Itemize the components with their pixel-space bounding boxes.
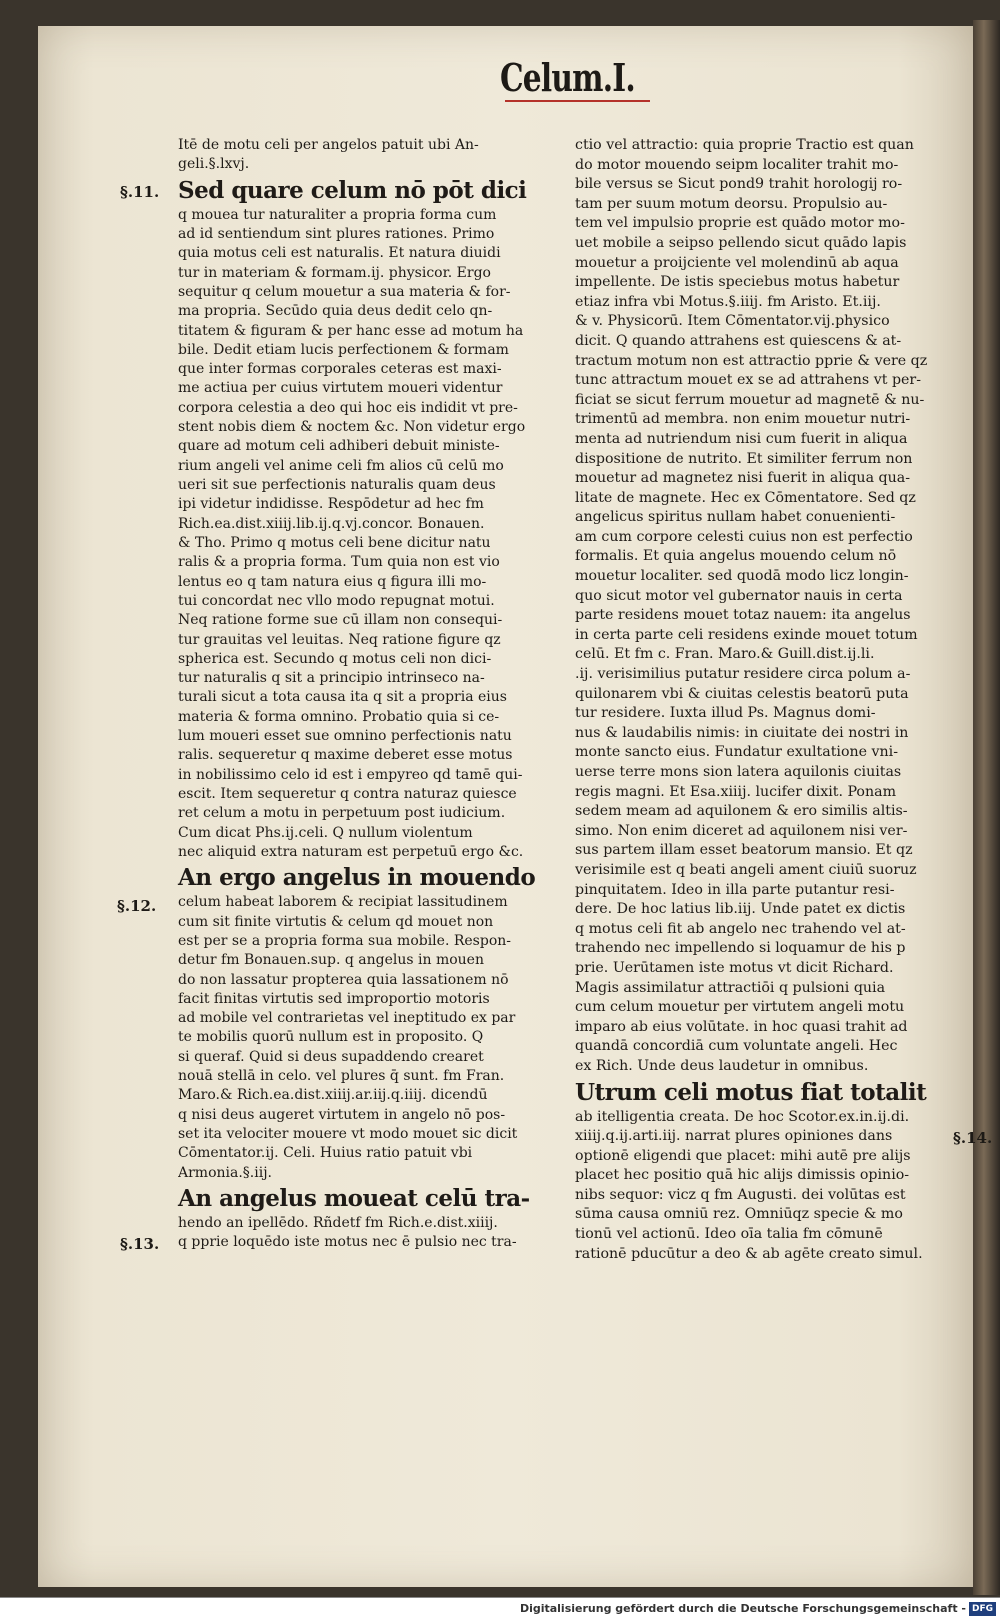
text-line: tunc attractum mouet ex se ad attrahens vt per- bbox=[575, 372, 922, 389]
text-line: lentus eo q tam natura eius q figura illi mo- bbox=[178, 573, 487, 590]
text-line: bile versus se Sicut pond9 trahit horologij ro- bbox=[575, 176, 903, 193]
text-line: in nobilissimo celo id est i empyreo qd tamē qui- bbox=[178, 766, 523, 783]
text-line: ex Rich. Unde deus laudetur in omnibus. bbox=[575, 1057, 869, 1074]
text-line: do non lassatur propterea quia lassationem nō bbox=[178, 971, 509, 988]
text-line: cum sit finite virtutis & celum qd mouet non bbox=[178, 913, 494, 930]
text-line: tur residere. Iuxta illud Ps. Magnus domi- bbox=[575, 705, 876, 722]
text-line: Neq ratione forme sue cū illam non consequi- bbox=[178, 612, 503, 629]
text-line: titatem & figuram & per hanc esse ad motum ha bbox=[178, 322, 524, 339]
text-line: mouetur ad magnetez nisi fuerit in aliqua qua- bbox=[575, 470, 911, 487]
text-line: celū. Et fm c. Fran. Maro.& Guill.dist.ij.li. bbox=[575, 646, 875, 663]
text-line: corpora celestia a deo qui hoc eis indidit vt pre- bbox=[178, 399, 518, 416]
text-line: parte residens mouet totaz nauem: ita angelus bbox=[575, 607, 911, 624]
section-heading: Sed quare celum nō pōt dici bbox=[178, 176, 527, 204]
text-line: ma propria. Secūdo quia deus dedit celo qn- bbox=[178, 303, 493, 320]
text-line: imparo ab eius volūtate. in hoc quasi trahit ad bbox=[575, 1018, 908, 1035]
section-heading: An ergo angelus in mouendo bbox=[178, 864, 536, 892]
text-line: trahendo nec impellendo si loquamur de his p bbox=[575, 940, 906, 957]
paragraph bbox=[178, 893, 553, 1183]
text-line: quare ad motum celi adhiberi debuit ministe- bbox=[178, 438, 500, 455]
text-line: tionū vel actionū. Ideo oīa talia fm cōmunē bbox=[575, 1226, 883, 1243]
text-line: Rich.ea.dist.xiiij.lib.ij.q.vj.concor. Bonauen. bbox=[178, 515, 485, 532]
text-line: spherica est. Secundo q motus celi non dici- bbox=[178, 650, 492, 667]
text-line: hendo an ipellēdo. Rñdetf fm Rich.e.dist.xiiij. bbox=[178, 1214, 498, 1231]
text-line: Armonia.§.iij. bbox=[178, 1164, 272, 1181]
text-line: pinquitatem. Ideo in illa parte putantur resi- bbox=[575, 881, 895, 898]
running-head-underline bbox=[505, 100, 650, 102]
text-line: uet mobile a seipso pellendo sicut quādo lapis bbox=[575, 234, 907, 251]
text-line: nibs sequor: vicz q fm Augusti. dei volūtas est bbox=[575, 1186, 906, 1203]
text-line: tur naturalis q sit a principio intrinseco na- bbox=[178, 670, 485, 687]
text-line: angelicus spiritus nullam habet conuenienti- bbox=[575, 509, 896, 526]
text-line: est per se a propria forma sua mobile. Respon- bbox=[178, 932, 511, 949]
text-line: que inter formas corporales ceteras est maxi- bbox=[178, 361, 502, 378]
text-line: escit. Item sequeretur q contra naturaz quiesce bbox=[178, 786, 517, 802]
text-line: placet hec positio quā hic alijs dimissis opinio- bbox=[575, 1167, 910, 1184]
text-line: in certa parte celi residens exinde mouet totum bbox=[575, 626, 918, 643]
text-line: facit finitas virtutis sed improportio motoris bbox=[178, 990, 490, 1007]
footer-credit: Digitalisierung gefördert durch die Deutsche Forschungsgemeinschaft - bbox=[519, 1602, 966, 1615]
text-line: xiiij.q.ij.arti.iij. narrat plures opiniones dans bbox=[575, 1128, 893, 1145]
text-line: trimentū ad membra. non enim mouetur nutri- bbox=[575, 411, 911, 428]
text-line: te mobilis quorū nullum est in proposito. Q bbox=[178, 1029, 484, 1046]
text-line: ueri sit sue perfectionis naturalis quam deus bbox=[178, 477, 496, 493]
text-line: mouetur localiter. sed quodā modo licz longin- bbox=[575, 568, 909, 585]
text-line: tur in materiam & formam.ij. physicor. Ergo bbox=[178, 264, 491, 281]
text-line: formalis. Et quia angelus mouendo celum nō bbox=[575, 548, 897, 565]
text-line: sedem meam ad aquilonem & ero similis altis- bbox=[575, 803, 908, 820]
text-line: ad mobile vel contrarietas vel ineptitudo ex par bbox=[178, 1010, 516, 1027]
text-line: impellente. De istis speciebus motus habetur bbox=[575, 274, 900, 291]
text-line: stent nobis diem & noctem &c. Non videtur ergo bbox=[178, 419, 526, 436]
text-line: .ij. verisimilius putatur residere circa polum a- bbox=[575, 666, 911, 683]
text-line: nouā stellā in celo. vel plures q̄ sunt. fm Fran. bbox=[178, 1068, 505, 1085]
text-line: monte sancto eius. Fundatur exultatione vni- bbox=[575, 744, 899, 761]
text-line: simo. Non enim diceret ad aquilonem nisi ver- bbox=[575, 822, 908, 839]
text-line: Magis assimilatur attractiōi q pulsioni quia bbox=[575, 979, 886, 996]
text-line: & v. Physicorū. Item Cōmentator.vij.physico bbox=[575, 313, 890, 330]
text-line: celum habeat laborem & recipiat lassitudinem bbox=[178, 894, 508, 911]
text-line: mouetur a proijciente vel molendinū ab aqua bbox=[575, 254, 899, 271]
text-line: do motor mouendo seipm localiter trahit mo- bbox=[575, 156, 899, 173]
text-line: tur grauitas vel leuitas. Neq ratione figure qz bbox=[178, 631, 501, 648]
text-line: turali sicut a tota causa ita q sit a propria eius bbox=[178, 689, 507, 706]
text-line: q nisi deus augeret virtutem in angelo nō pos- bbox=[178, 1106, 506, 1123]
text-line: materia & forma omnino. Probatio quia si ce- bbox=[178, 708, 500, 725]
text-line: rium angeli vel anime celi fm alios cū celū mo bbox=[178, 457, 504, 474]
text-line: quilonarem vbi & ciuitas celestis beatorū puta bbox=[575, 685, 909, 702]
text-line: prie. Uerūtamen iste motus vt dicit Richard. bbox=[575, 959, 894, 976]
text-line: optionē eligendi que placet: mihi autē pre alijs bbox=[575, 1147, 911, 1164]
text-line: set ita velociter mouere vt modo mouet sic dicit bbox=[178, 1126, 518, 1142]
text-line: bile. Dedit etiam lucis perfectionem & formam bbox=[178, 341, 509, 358]
text-line: sequitur q celum mouetur a sua materia & for- bbox=[178, 283, 511, 300]
text-line: ad id sentiendum sint plures rationes. Primo bbox=[178, 225, 495, 242]
text-line: sūma causa omniū rez. Omniūqz specie & mo bbox=[575, 1206, 903, 1223]
text-line: dispositione de nutrito. Et similiter ferrum non bbox=[575, 450, 913, 467]
text-line: ret celum a motu in perpetuum post iudicium. bbox=[178, 805, 506, 822]
left-text-column bbox=[178, 136, 553, 1253]
right-text-column bbox=[575, 136, 940, 1264]
paragraph bbox=[178, 206, 553, 863]
text-line: ralis. sequeretur q maxime deberet esse motus bbox=[178, 747, 513, 764]
text-line: Cōmentator.ij. Celi. Huius ratio patuit vbi bbox=[178, 1145, 473, 1162]
marginal-ref-13: §.13. bbox=[120, 1235, 160, 1253]
text-line: me actiua per cuius virtutem moueri videntur bbox=[178, 380, 503, 397]
paragraph bbox=[178, 136, 553, 175]
text-line: ctio vel attractio: quia proprie Tractio est quan bbox=[575, 137, 914, 153]
section-heading: An angelus moueat celū tra- bbox=[178, 1184, 530, 1212]
text-line: tractum motum non est attractio pprie & vere qz bbox=[575, 352, 928, 369]
section-heading: Utrum celi motus fiat totalit bbox=[575, 1078, 927, 1106]
text-line: Itē de motu celi per angelos patuit ubi An- bbox=[178, 137, 479, 153]
text-line: quo sicut motor vel gubernator nauis in certa bbox=[575, 587, 903, 604]
text-line: ipi videtur indidisse. Respōdetur ad hec fm bbox=[178, 496, 484, 513]
text-line: dere. De hoc latius lib.iij. Unde patet ex dictis bbox=[575, 901, 906, 918]
text-line: nec aliquid extra naturam est perpetuū ergo &c. bbox=[178, 843, 524, 860]
text-line: lum moueri esset sue omnino perfectionis natu bbox=[178, 728, 512, 745]
text-line: menta ad nutriendum nisi cum fuerit in aliqua bbox=[575, 430, 908, 447]
book-edge bbox=[973, 20, 1000, 1595]
text-line: si queraf. Quid si deus supaddendo crearet bbox=[178, 1048, 484, 1065]
text-line: litate de magnete. Hec ex Cōmentatore. Sed qz bbox=[575, 489, 916, 506]
text-line: ab itelligentia creata. De hoc Scotor.ex.in.ij.di. bbox=[575, 1108, 910, 1125]
running-head: Celum.I. bbox=[500, 55, 635, 100]
text-line: Cum dicat Phs.ij.celi. Q nullum violentum bbox=[178, 824, 473, 841]
text-line: am cum corpore celesti cuius non est perfectio bbox=[575, 528, 913, 545]
paragraph bbox=[575, 1108, 940, 1265]
text-line: regis magni. Et Esa.xiiij. lucifer dixit. Ponam bbox=[575, 783, 897, 800]
dfg-logo: DFG bbox=[969, 1602, 996, 1616]
text-line: q motus celi fit ab angelo nec trahendo vel at- bbox=[575, 920, 906, 937]
text-line: tui concordat nec vllo modo repugnat motui. bbox=[178, 592, 495, 609]
footer-bar bbox=[0, 1597, 1000, 1622]
text-line: rationē pducūtur a deo & ab agēte creato simul. bbox=[575, 1245, 923, 1262]
text-line: quandā concordiā cum voluntate angeli. Hec bbox=[575, 1038, 898, 1055]
text-line: ficiat se sicut ferrum mouetur ad magnetē & nu- bbox=[575, 391, 925, 408]
text-line: cum celum mouetur per virtutem angeli motu bbox=[575, 999, 905, 1016]
text-line: q mouea tur naturaliter a propria forma cum bbox=[178, 206, 497, 223]
text-line: detur fm Bonauen.sup. q angelus in mouen bbox=[178, 952, 484, 969]
text-line: dicit. Q quando attrahens est quiescens & at- bbox=[575, 332, 902, 349]
text-line: ralis & a propria forma. Tum quia non est vio bbox=[178, 554, 500, 571]
text-line: geli.§.lxvj. bbox=[178, 156, 250, 173]
text-line: uerse terre mons sion latera aquilonis ciuitas bbox=[575, 764, 902, 780]
text-line: Maro.& Rich.ea.dist.xiiij.ar.iij.q.iiij. dicendū bbox=[178, 1087, 488, 1104]
marginal-ref-14: §.14. bbox=[953, 1129, 993, 1147]
paragraph bbox=[575, 136, 940, 1077]
text-line: etiaz infra vbi Motus.§.iiij. fm Aristo. Et.iij. bbox=[575, 293, 881, 310]
marginal-ref-12: §.12. bbox=[117, 897, 157, 915]
paragraph bbox=[178, 1214, 553, 1253]
marginal-ref-11: §.11. bbox=[120, 183, 160, 201]
text-line: q pprie loquēdo iste motus nec ē pulsio nec tra- bbox=[178, 1234, 517, 1251]
text-line: quia motus celi est naturalis. Et natura diuidi bbox=[178, 245, 501, 262]
text-line: nus & laudabilis nimis: in ciuitate dei nostri in bbox=[575, 724, 909, 741]
text-line: sus partem illam esset beatorum mansio. Et qz bbox=[575, 842, 913, 859]
text-line: & Tho. Primo q motus celi bene dicitur natu bbox=[178, 534, 491, 551]
text-line: tem vel impulsio proprie est quādo motor mo- bbox=[575, 215, 905, 232]
text-line: verisimile est q beati angeli ament ciuiū suoruz bbox=[575, 861, 917, 878]
text-line: tam per suum motum deorsu. Propulsio au- bbox=[575, 195, 888, 212]
